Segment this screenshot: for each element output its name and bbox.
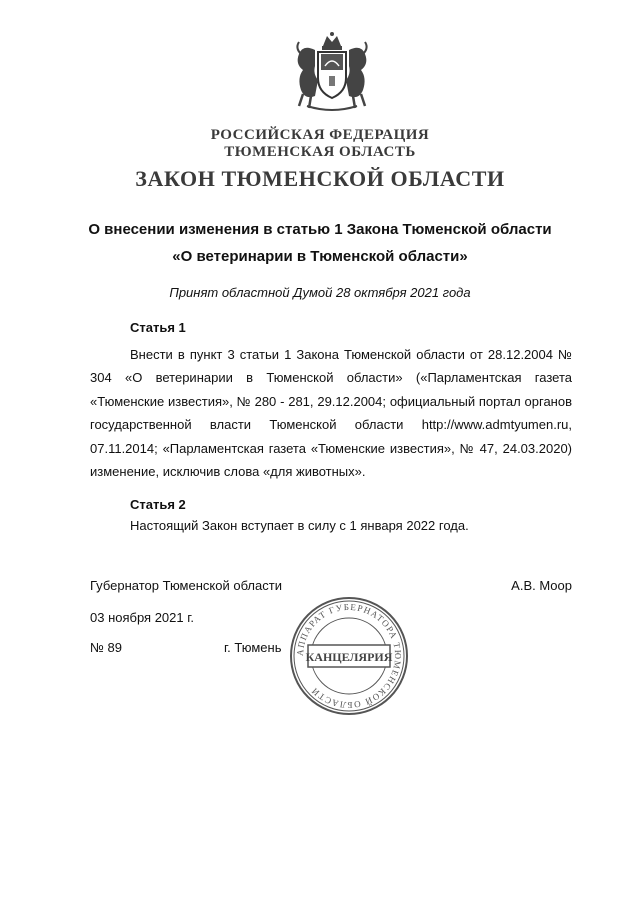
adoption-note: Принят областной Думой 28 октября 2021 года	[169, 285, 471, 300]
signing-date: 03 ноября 2021 г.	[90, 610, 194, 625]
article-2-heading: Статья 2	[130, 497, 186, 512]
signatory-name: А.В. Моор	[511, 578, 572, 593]
stamp-center-text: КАНЦЕЛЯРИЯ	[305, 650, 393, 664]
law-number: № 89	[90, 640, 123, 655]
header-country: РОССИЙСКАЯ ФЕДЕРАЦИЯ	[210, 127, 430, 143]
law-title-line1: О внесении изменения в статью 1 Закона Тюменской области	[88, 221, 552, 238]
office-stamp	[288, 595, 410, 717]
article-1-text: Внести в пункт 3 статьи 1 Закона Тюменской области от 28.12.2004 № 304 «О ветеринарии в Тюменской области» («Парламентская газета «Тюменские известия», № 280 - 281, 29.12.2004; официальный портал органов государственной власти Тюменской области http://www.admtyumen.ru, 07.11.2014; «Парламентская газета «Тюменские известия», № 47, 24.03.2020) изменение, исключив слова «для животных».	[90, 347, 572, 480]
article-2-text: Настоящий Закон вступает в силу с 1 января 2022 года.	[130, 518, 469, 533]
article-1-heading: Статья 1	[130, 320, 186, 335]
signatory-position: Губернатор Тюменской области	[90, 578, 282, 593]
stamp-outer-text: АППАРАТ ГУБЕРНАТОРА ТЮМЕНСКОЙ ОБЛАСТИ	[294, 601, 404, 711]
coat-of-arms-emblem	[285, 30, 380, 115]
header-law-type: ЗАКОН ТЮМЕНСКОЙ ОБЛАСТИ	[135, 166, 505, 191]
signing-city: г. Тюмень	[224, 640, 282, 655]
header-region: ТЮМЕНСКАЯ ОБЛАСТЬ	[224, 144, 416, 160]
law-title-line2: «О ветеринарии в Тюменской области»	[172, 248, 468, 265]
